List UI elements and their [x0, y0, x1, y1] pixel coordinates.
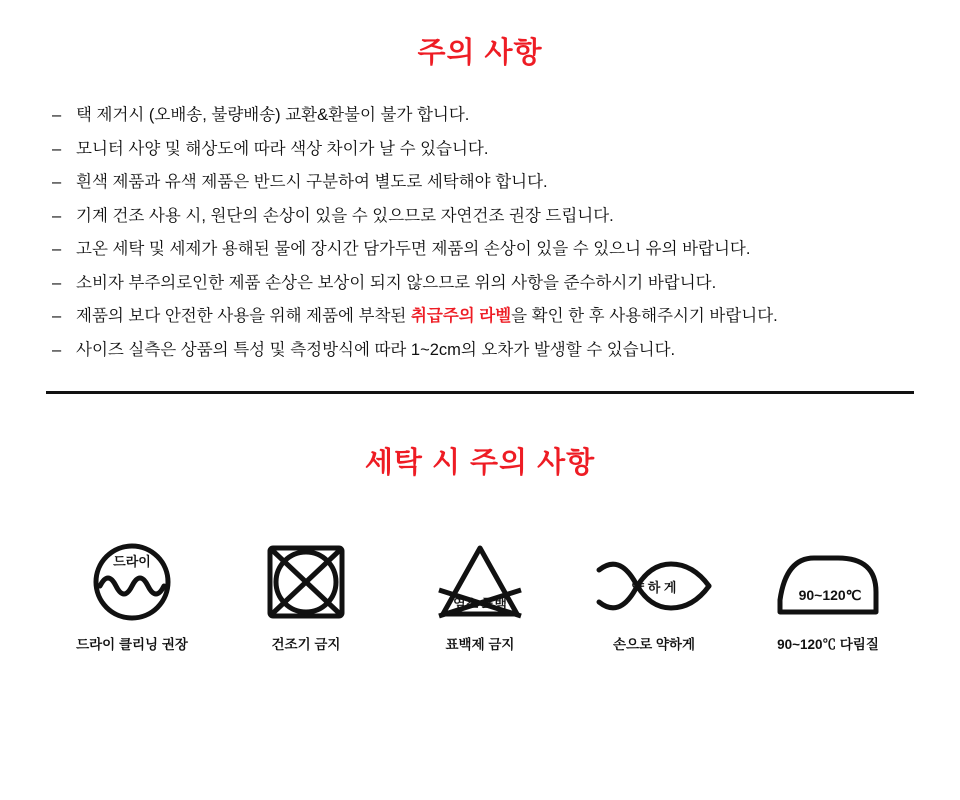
no-bleach-icon: [410, 541, 550, 623]
notice-text: 을 확인 한 후 사용해주시기 바랍니다.: [511, 307, 778, 325]
bullet-dash: –: [52, 106, 62, 124]
notice-text: 제품의 보다 안전한 사용을 위해 제품에 부착된: [76, 307, 411, 325]
wash-symbol-caption: 90~120℃ 다림질: [777, 637, 879, 652]
wash-symbol-caption: 표백제 금지: [445, 637, 515, 652]
wash-section-title: 세탁 시 주의 사항: [364, 447, 596, 479]
notice-list-item: [52, 342, 960, 359]
notice-section-title: 주의 사항: [417, 37, 543, 69]
wash-symbol-row: [0, 541, 960, 653]
wash-symbol-no-tumble-dry: [236, 541, 376, 653]
notice-list-item: [52, 208, 960, 225]
no-bleach-inner-text: 염소 표백: [453, 596, 507, 611]
no-tumble-dry-icon: [236, 541, 376, 623]
notice-list-item: [52, 174, 960, 191]
notice-text: 기계 건조 사용 시, 원단의 손상이 있을 수 있으므로 자연건조 권장 드립니다.: [76, 206, 614, 225]
notice-text: 고온 세탁 및 세제가 용해된 물에 장시간 담가두면 제품의 손상이 있을 수 있으니 유의 바랍니다.: [76, 240, 751, 258]
notice-list-item: [52, 308, 960, 325]
wash-symbol-iron: [758, 541, 898, 653]
wash-symbol-caption: 손으로 약하게: [613, 637, 695, 652]
dry-clean-inner-text: 드라이: [113, 554, 151, 569]
notice-list-item: [52, 275, 960, 292]
notice-text: 소비자 부주의로인한 제품 손상은 보상이 되지 않으므로 위의 사항을 준수하시기 바랍니다.: [76, 273, 717, 292]
bullet-dash: –: [52, 139, 62, 158]
notice-list: [0, 107, 960, 358]
bullet-dash: –: [52, 340, 62, 359]
notice-highlight-text: 취급주의 라벨: [410, 307, 512, 325]
wash-symbol-no-bleach: [410, 541, 550, 653]
wash-symbol-dry-clean: [62, 541, 202, 653]
notice-text: 사이즈 실측은 상품의 특성 및 측정방식에 따라 1~2cm의 오차가 발생할 수 있습니다.: [76, 340, 676, 359]
notice-list-item: [52, 141, 960, 158]
iron-temp-icon: [758, 541, 898, 623]
wash-symbol-caption: 드라이 클리닝 권장: [76, 637, 188, 652]
wash-symbol-caption: 건조기 금지: [271, 637, 341, 652]
iron-temp-inner-text: 90~120℃: [798, 587, 862, 603]
notice-list-item: [52, 241, 960, 258]
dry-clean-icon: [62, 541, 202, 623]
hand-wash-inner-text: 약 하 게: [631, 580, 677, 595]
section-divider: [46, 391, 914, 394]
notice-text: 모니터 사양 및 해상도에 따라 색상 차이가 날 수 있습니다.: [76, 139, 489, 158]
bullet-dash: –: [52, 240, 62, 258]
notice-list-item: [52, 107, 960, 124]
wash-symbol-hand-wash: [584, 541, 724, 653]
bullet-dash: –: [52, 173, 62, 191]
notice-text: 흰색 제품과 유색 제품은 반드시 구분하여 별도로 세탁해야 합니다.: [76, 173, 548, 191]
notice-text: 택 제거시 (오배송, 불량배송) 교환&환불이 불가 합니다.: [76, 106, 470, 124]
hand-wash-gentle-icon: [584, 541, 724, 623]
bullet-dash: –: [52, 273, 62, 292]
bullet-dash: –: [52, 307, 62, 325]
bullet-dash: –: [52, 206, 62, 225]
